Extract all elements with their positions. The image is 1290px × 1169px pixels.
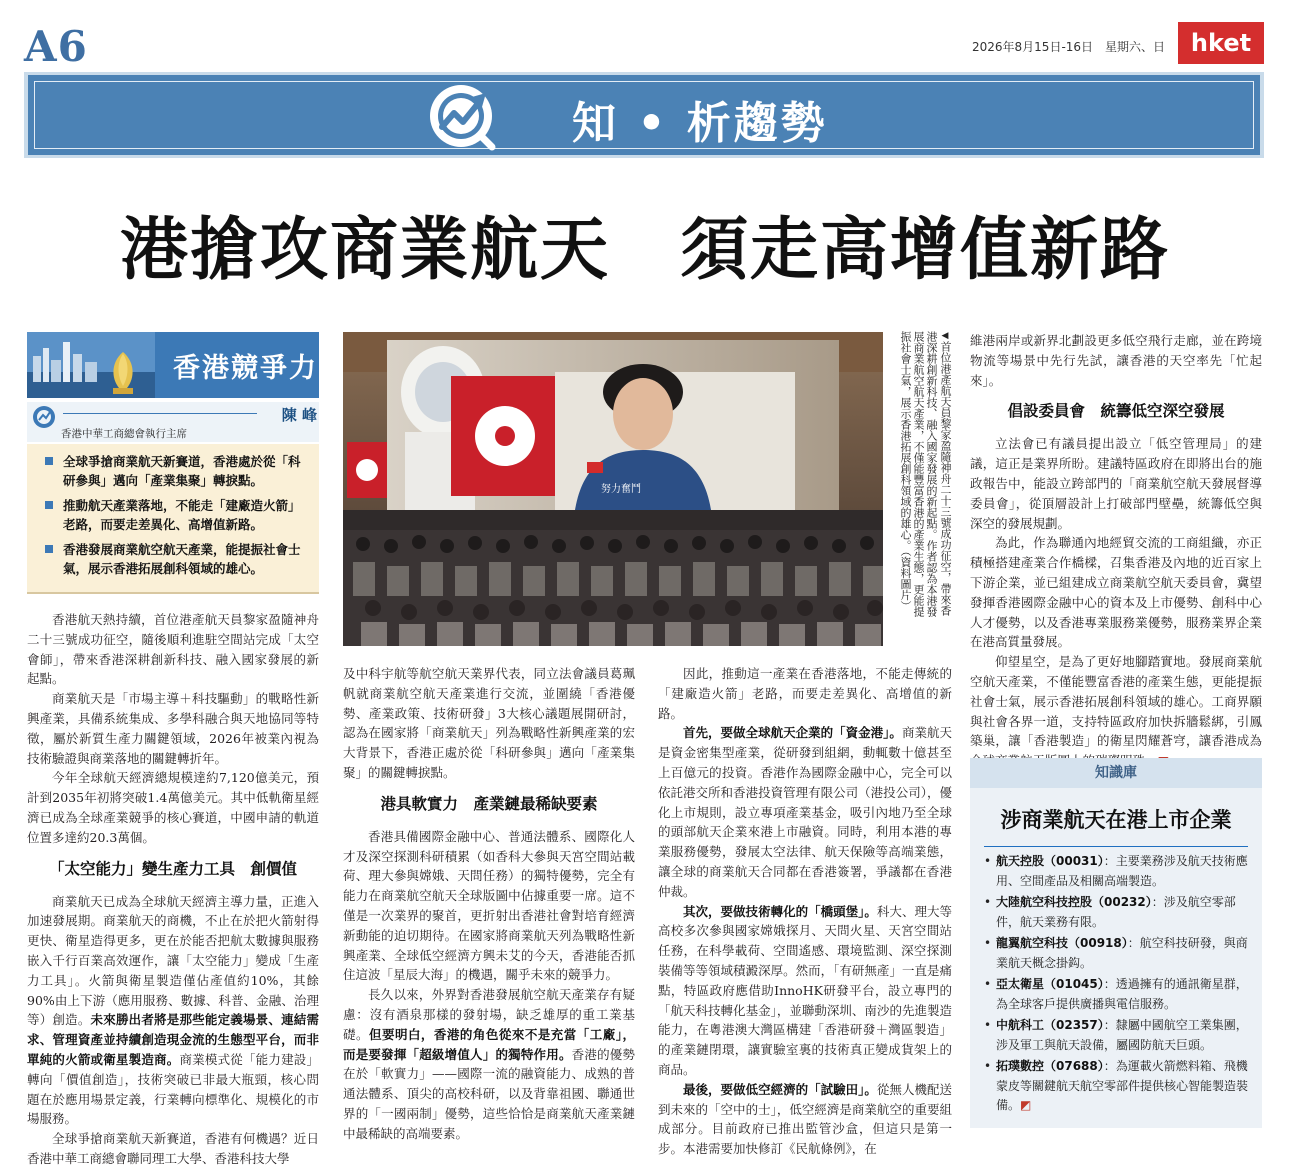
paragraph: 香港航天熱持續，首位港產航天員黎家盈隨神舟二十三號成功征空，隨後順利進駐空間站完成「太空會師」，帶來香港深耕創新科技、融入國家發展的新起點。 [27,612,319,687]
trend-chart-icon [422,77,500,155]
bullet-square-icon [45,457,53,465]
hket-logo: hket [1178,22,1264,64]
list-item: • 中航科工（02357）：隸屬中國航空工業集團，涉及軍工與航天設備，屬國防航天巨頭。 [984,1018,1248,1052]
list-item: • 拓璞數控（07688）：為運載火箭燃料箱、飛機蒙皮等關鍵航天航空零部件提供核心智能製造裝備。◩ [984,1059,1249,1112]
publication-date: 2026年8月15日-16日 星期六、日 [972,40,1166,54]
body-column-1 [27,610,319,1169]
paragraph: 及中科宇航等航空航天業界代表，同立法會議員葛珮帆就商業航空航天產業進行交流，並圍繞「香港優勢、產業政策、技術研發」3大核心議題展開研討，認為在國家將「商業航天」列為戰略性新興產業的宏大背景下，香港正處於從「科研參與」邁向「產業集聚」的關鍵轉捩點。 [343,666,635,780]
section-title: 知 • 析趨勢 [572,98,828,149]
knowledge-tag: 知識庫 [970,758,1262,788]
paragraph: 長久以來，外界對香港發展航空航天產業存有疑慮：沒有酒泉那樣的發射場，缺乏雄厚的重工業基礎。但要明白，香港的角色從來不是充當「工廠」，而是要發揮「超級增值人」的獨特作用。香港的優勢在於「軟實力」——國際一流的融資能力、成熟的普通法體系、頂尖的高校科研，以及背靠祖國、聯通世界的「一國兩制」優勢，這些恰恰是商業航天產業鏈中最稀缺的高端要素。 [343,987,635,1141]
section-banner [24,72,1264,158]
author-name: 陳 峰 [257,404,317,425]
bullet-dot-icon: • [984,977,992,991]
paragraph: 維港兩岸或新界北劃設更多低空飛行走廊，並在跨境物流等場景中先行先試，讓香港的天空率先「忙起來」。 [970,333,1262,388]
subheading: 倡設委員會 統籌低空深空發展 [1007,402,1225,421]
highlight-item: 全球爭搶商業航天新賽道，香港處於從「科研參與」邁向「產業集聚」轉捩點。 [45,452,307,490]
list-item: • 龍翼航空科技（00918）：航空科技研發，與商業航天概念掛鈎。 [984,936,1248,970]
paragraph: 香港具備國際金融中心、普通法體系、國際化人才及深空探測科研積累（如香科大參與天宮空間站載荷、理大參與嫦娥、天問任務）的獨特優勢，完全有能力在商業航空航天全球版圖中佔據重要一席。這不僅是一次業界的聚首，更折射出香港社會對培育經濟新動能的迫切期待。在國家將商業航天列為戰略性新興產業、全球低空經濟方興未艾的今天，香港能否抓住這波「星辰大海」的機遇，關乎未來的競爭力。 [343,828,635,983]
paragraph: 其次，要做技術轉化的「橋頭堡」。科大、理大等高校多次參與國家嫦娥探月、天問火星、天宮空間站任務，在科學載荷、空間遙感、環境監測、深空探測裝備等等領域積澱深厚。然而，「有研無產」一直是痛點，特區政府應借助InnoHK研發平台，設立專門的「航天科技轉化基金」，並聯動深圳、南沙的先進製造能力，在粵港澳大灣區構建「香港研發＋灣區製造」的產業鏈閉環，讓實驗室裏的技術真正變成貨架上的商品。 [658,903,952,1077]
astronaut-event-photo [343,332,883,646]
highlight-item: 推動航天產業落地，不能走「建廠造火箭」老路，而要走差異化、高增值新路。 [45,496,307,534]
column-name: 香港競爭力 [173,353,318,384]
subheading: 港具軟實力 產業鏈最稀缺要素 [380,794,598,813]
paragraph: 立法會已有議員提出設立「低空管理局」的建議，這正是業界所盼。建議特區政府在即將出台的施政報告中，能設立跨部門的「商業航空航天發展督導委員會」，從頂層設計上打破部門壁壘，統籌低空與深空的發展規劃。 [970,436,1262,531]
caption-arrow-icon: ◀ [940,331,950,341]
paragraph: 因此，推動這一產業在香港落地，不能走傳統的「建廠造火箭」老路，而要走差異化、高增值的新路。 [658,666,952,721]
column-header [27,332,319,398]
bullet-dot-icon: • [984,854,992,868]
column-box [27,332,319,594]
body-column-3 [658,664,952,1159]
photo-caption: ◀首位港產航天員黎家盈隨神舟二十三號成功征空，帶來香港深耕創新科技、融入國家發展的新起點。作者認為本港發展商業航空航天產業，不僅能豐富香港的產業生態，更能提振社會士氣，展示香港拓展創科領域的雄心。（資料圖片） [899,331,952,617]
pen-trend-icon [31,404,57,430]
bullet-square-icon [45,545,53,553]
body-column-4 [970,331,1262,771]
paragraph: 為此，作為聯通內地經貿交流的工商組織，亦正積極搭建產業合作橋樑，召集香港及內地的近百家上下游企業，並已組建成立商業航空航天委員會，冀望發揮香港國際金融中心的資本及上市優勢、創科中心人才優勢，以及香港專業服務業優勢，服務業界企業在港高質量發展。 [970,535,1262,650]
screen-text: 努力奮鬥 [601,484,641,495]
body-column-2 [343,664,635,1144]
subheading: 「太空能力」變生產力工具 創價值 [48,859,297,878]
company-list [984,852,1248,1118]
paragraph: 商業航天是「市場主導＋科技驅動」的戰略性新興產業，具備系統集成、多學科融合與天地協同等特徵，屬於新質生產力關鍵領域，2026年被業內視為技術驗證與商業落地的關鍵轉折年。 [27,691,319,766]
knowledge-divider [984,846,1248,847]
skyline-icon [27,332,155,398]
paragraph: 全球爭搶商業航天新賽道，香港有何機遇？近日香港中華工商總會聯同理工大學、香港科技大學 [27,1131,319,1166]
headline: 港搶攻商業航天 須走高增值新路 [119,211,1170,290]
bullet-square-icon [45,501,53,509]
list-item: • 航天控股（00031）：主要業務涉及航天技術應用、空間產品及相關高端製造。 [984,854,1248,888]
knowledge-title: 涉商業航天在港上市企業 [1000,807,1232,832]
bullet-dot-icon: • [984,1059,992,1073]
bullet-dot-icon: • [984,936,992,950]
list-item: • 大陸航空科技控股（00232）：涉及航空零部件，航天業務有限。 [984,895,1236,929]
author-row [27,402,319,442]
highlight-item: 香港發展商業航空航天產業，能提振社會士氣，展示香港拓展創科領域的雄心。 [45,540,307,578]
author-divider [63,413,283,414]
highlights-box [27,444,319,594]
paragraph: 今年全球航天經濟總規模達約7,120億美元，預計到2035年初將突破1.4萬億美元。其中低軌衛星經濟已成為全球產業競爭的核心賽道，中國申請的軌道位置多達約20.3萬個。 [27,770,319,845]
end-mark-icon: ◩ [1020,1098,1032,1112]
paragraph: 仰望星空，是為了更好地腳踏實地。發展商業航空航天產業，不僅能豐富香港的產業生態，更能提振社會士氣，展示香港拓展創科領域的雄心。工商界願與社會各界一道，支持特區政府加快拆牆鬆綁，引鳳築巢，讓「香港製造」的衛星閃耀蒼穹，讓香港成為 [970,652,1262,771]
paragraph: 首先，要做全球航天企業的「資金港」。商業航天是資金密集型產業，從研發到組網，動輒數十億甚至上百億元的投資。香港作為國際金融中心，完全可以依託港交所和香港投資管理有限公司（港投公司），優化上市規則，設立專項產業基金，吸引內地乃至全球的頭部航天企業來港上市融資。同時，利用本港的專業服務優勢，發展太空法律、航天保險等高端業態，讓全球的商業航天合同都在香港簽署，爭議都在香港仲裁。 [658,725,952,899]
bullet-dot-icon: • [984,895,992,909]
author-title: 香港中華工商總會執行主席 [61,428,187,440]
knowledge-box [970,758,1262,1128]
paragraph: 最後，要做低空經濟的「試驗田」。從無人機配送到未來的「空中的士」，低空經濟是商業航空的重要組成部分。目前政府已推出監管沙盒，但這只是第一步。本港需要加快修訂《民航條例》，在 [658,1081,952,1157]
paragraph: 商業航天已成為全球航天經濟主導力量，正進入加速發展期。商業航天的商機，不止在於把火箭射得更快、衛星造得更多，更在於能否把航太數據與服務嵌入千行百業高效運作，讓「太空能力」變成「生產力工具」。火箭與衛星製造僅佔產值約10%，其餘90%由上下游（應用服務、數據、科普、金融、治理等）創造。未來勝出者將是那些能定義場景、連結需求、管理資產並持續創造現金流的生態型平台，而非單純的火箭或衛星製造商。商業模式從「能力建設」轉向「價值創造」，技術突破已非最大瓶頸，核心問題在於應用場景定義，行業轉向標準化、規模化的市場服務。 [27,893,319,1127]
list-item: • 亞太衛星（01045）：透過擁有的通訊衛星群，為全球客戶提供廣播與電信服務。 [984,977,1248,1011]
page-number: A6 [24,22,88,71]
news-photo [343,332,883,646]
bullet-dot-icon: • [984,1018,992,1032]
